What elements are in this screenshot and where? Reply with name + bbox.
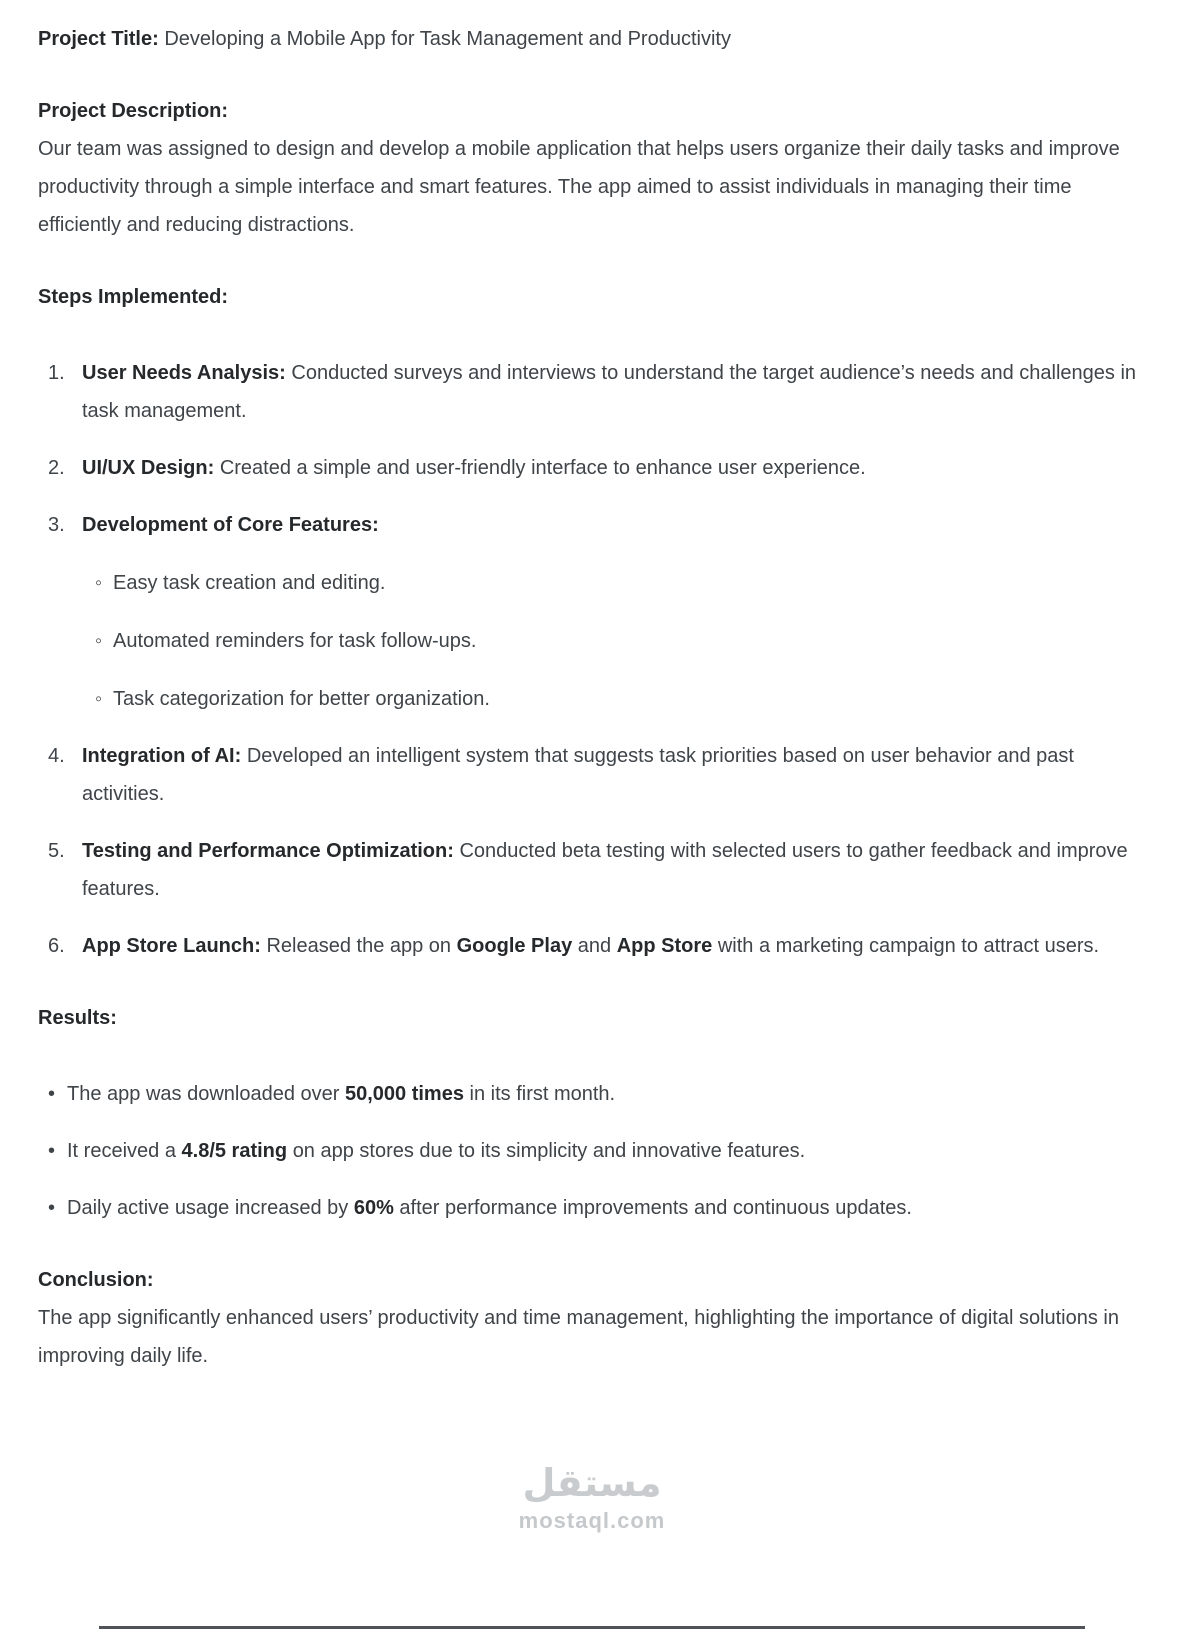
- step-text: Developed an intelligent system that suggests task priorities based on user behavior and past activities.: [82, 745, 1074, 805]
- project-title-line: [38, 20, 1146, 58]
- result-text: It received a: [67, 1140, 176, 1162]
- list-number: 2.: [48, 457, 65, 479]
- sub-item-text: Task categorization for better organization.: [113, 688, 490, 710]
- step-body: [82, 506, 1146, 718]
- step-text: Released the app on: [266, 935, 452, 957]
- step-item-2: [48, 449, 1146, 487]
- step-bold-label: Integration of AI:: [82, 745, 242, 767]
- step-item-5: [48, 832, 1146, 908]
- results-bullet-list: [38, 1075, 1146, 1227]
- result-body: [67, 1132, 1146, 1170]
- step-text: Conducted surveys and interviews to understand the target audience’s needs and challenges in task management.: [82, 362, 1137, 422]
- circle-bullet-icon: ◦: [95, 572, 103, 594]
- circle-bullet-icon: ◦: [95, 688, 103, 710]
- list-number: 4.: [48, 745, 65, 767]
- project-description-section: [38, 92, 1146, 244]
- result-text: in its first month.: [469, 1083, 616, 1105]
- result-item-2: [48, 1132, 1146, 1170]
- result-item-1: [48, 1075, 1146, 1113]
- step-body: [82, 449, 1146, 487]
- step-body: [82, 354, 1146, 430]
- sub-list-item: [95, 564, 1146, 602]
- step-bold-label: Development of Core Features:: [82, 514, 379, 536]
- bullet-icon: •: [48, 1140, 56, 1162]
- step-bold-label: User Needs Analysis:: [82, 362, 286, 384]
- result-text: on app stores due to its simplicity and innovative features.: [292, 1140, 806, 1162]
- result-body: [67, 1189, 1146, 1227]
- step-body: [82, 927, 1146, 965]
- conclusion-section: [38, 1261, 1146, 1375]
- result-bold: 60%: [353, 1197, 394, 1219]
- step-item-6: [48, 927, 1146, 965]
- result-item-3: [48, 1189, 1146, 1227]
- result-text: The app was downloaded over: [67, 1083, 340, 1105]
- step-bold-label: UI/UX Design:: [82, 457, 215, 479]
- list-number: 5.: [48, 840, 65, 862]
- sub-list-item: [95, 680, 1146, 718]
- step-bold-inline: Google Play: [456, 935, 573, 957]
- list-number: 6.: [48, 935, 65, 957]
- step-text: Conducted beta testing with selected users to gather feedback and improve features.: [82, 840, 1128, 900]
- step-body: [82, 737, 1146, 813]
- bullet-icon: •: [48, 1197, 56, 1219]
- result-bold: 50,000 times: [344, 1083, 464, 1105]
- bullet-icon: •: [48, 1083, 56, 1105]
- steps-ordered-list: [38, 354, 1146, 965]
- step-bold-inline: App Store: [616, 935, 713, 957]
- description-paragraph: Our team was assigned to design and develop a mobile application that helps users organize their daily tasks and improve productivity through a simple interface and smart features. The app aimed to assist individuals in managing their time efficiently and reducing distractions.: [38, 138, 1120, 236]
- project-title-label: Project Title:: [38, 28, 159, 50]
- result-body: [67, 1075, 1146, 1113]
- conclusion-heading: Conclusion:: [38, 1269, 154, 1291]
- circle-bullet-icon: ◦: [95, 630, 103, 652]
- result-text: Daily active usage increased by: [67, 1197, 349, 1219]
- description-heading: Project Description:: [38, 100, 229, 122]
- bottom-divider: [99, 1626, 1085, 1629]
- conclusion-paragraph: The app significantly enhanced users’ productivity and time management, highlighting the importance of digital solutions in improving daily life.: [38, 1307, 1119, 1367]
- sub-list-item: [95, 622, 1146, 660]
- watermark: [0, 1462, 1184, 1534]
- step-item-1: [48, 354, 1146, 430]
- step-text: and: [577, 935, 612, 957]
- step-bold-label: App Store Launch:: [82, 935, 261, 957]
- core-features-sublist: [82, 564, 1146, 718]
- project-title-text: Developing a Mobile App for Task Management and Productivity: [164, 28, 731, 50]
- results-section: [38, 999, 1146, 1227]
- watermark-domain-text: mostaql.com: [518, 1508, 666, 1533]
- steps-heading: Steps Implemented:: [38, 286, 229, 308]
- result-bold: 4.8/5 rating: [181, 1140, 288, 1162]
- step-item-3: [48, 506, 1146, 718]
- step-text: with a marketing campaign to attract users.: [717, 935, 1100, 957]
- sub-item-text: Easy task creation and editing.: [113, 572, 386, 594]
- sub-item-text: Automated reminders for task follow-ups.: [113, 630, 477, 652]
- step-body: [82, 832, 1146, 908]
- step-bold-label: Testing and Performance Optimization:: [82, 840, 454, 862]
- steps-section: [38, 278, 1146, 965]
- step-item-4: [48, 737, 1146, 813]
- step-text: Created a simple and user-friendly interface to enhance user experience.: [219, 457, 866, 479]
- result-text: after performance improvements and continuous updates.: [399, 1197, 912, 1219]
- results-heading: Results:: [38, 1007, 117, 1029]
- list-number: 1.: [48, 362, 65, 384]
- watermark-arabic-logo: مستقل: [522, 1463, 662, 1505]
- list-number: 3.: [48, 514, 65, 536]
